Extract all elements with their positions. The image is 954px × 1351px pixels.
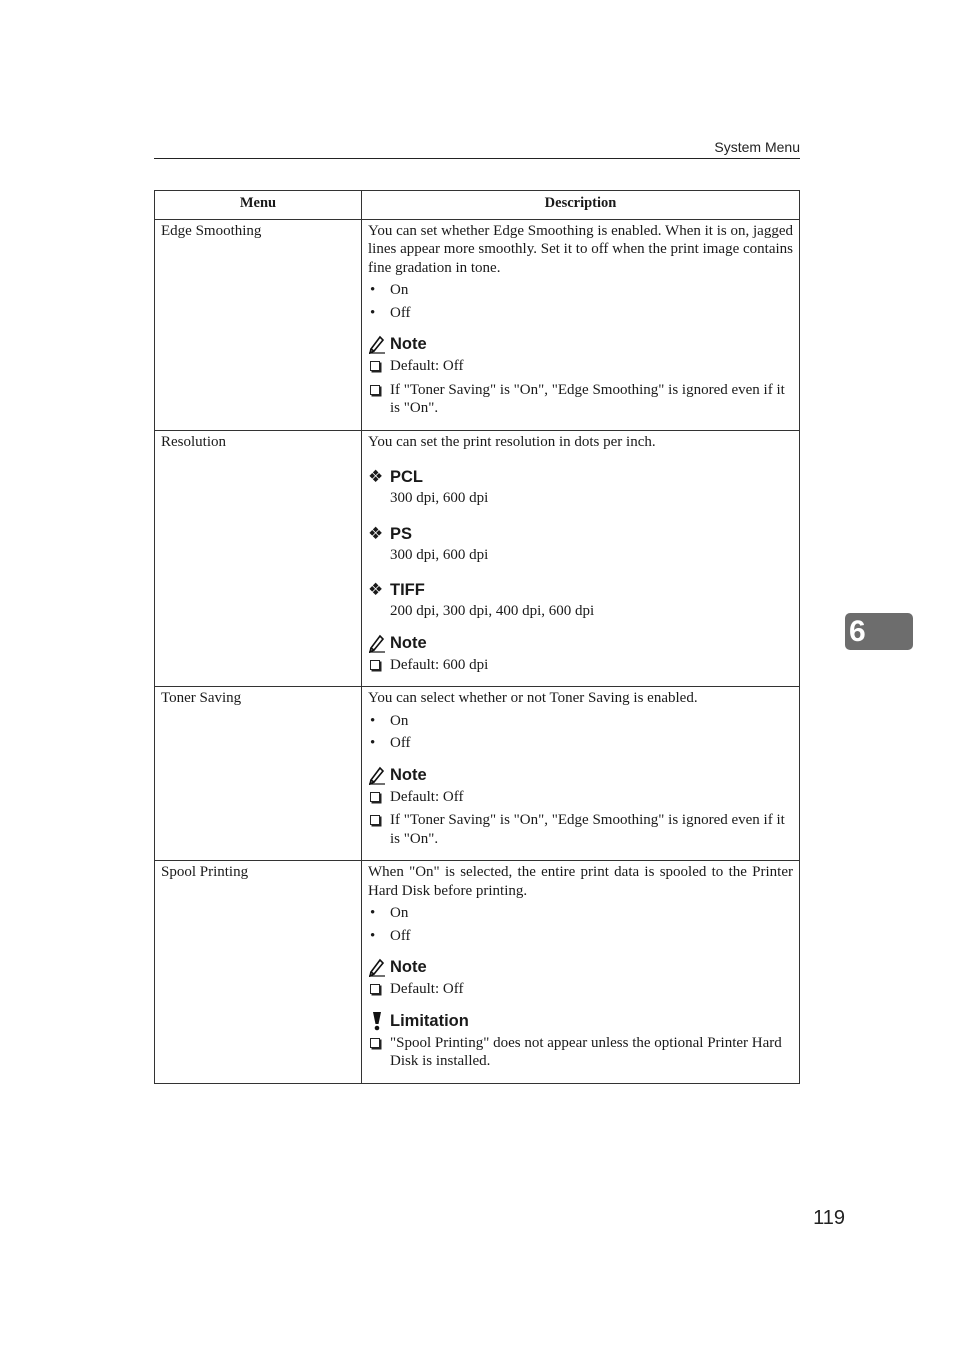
option-list bbox=[368, 712, 793, 753]
limitation-list bbox=[368, 1034, 793, 1071]
option-item: • Off bbox=[368, 304, 793, 323]
checkbox-icon bbox=[370, 1038, 380, 1048]
note-list bbox=[368, 980, 793, 999]
table-row bbox=[155, 687, 800, 861]
checkbox-icon bbox=[370, 385, 380, 395]
table-row bbox=[155, 219, 800, 430]
column-header-menu: Menu bbox=[155, 191, 362, 220]
note-heading bbox=[368, 334, 793, 354]
table-row bbox=[155, 861, 800, 1084]
note-text: If "Toner Saving" is "On", "Edge Smoothing" is ignored even if it is "On". bbox=[390, 381, 785, 416]
note-item bbox=[368, 811, 793, 848]
note-item bbox=[368, 381, 793, 418]
section-text: 300 dpi, 600 dpi bbox=[390, 546, 489, 563]
header-rule bbox=[154, 158, 800, 159]
checkbox-icon bbox=[370, 984, 380, 994]
exclamation-icon bbox=[368, 1011, 386, 1031]
section-title: PS bbox=[390, 524, 413, 543]
limitation-label: Limitation bbox=[390, 1011, 469, 1030]
section-text: 300 dpi, 600 dpi bbox=[390, 490, 489, 506]
note-text: Default: 600 dpi bbox=[390, 656, 489, 673]
section-heading-ps bbox=[368, 524, 793, 544]
checkbox-icon bbox=[370, 361, 380, 371]
note-text: If "Toner Saving" is "On", "Edge Smoothing" is ignored even if it is "On". bbox=[390, 812, 785, 847]
note-heading bbox=[368, 765, 793, 785]
description-text: You can set the print resolution in dots per inch. bbox=[368, 433, 656, 450]
description-text: When "On" is selected, the entire print data is spooled to the Printer Hard Disk before printing. bbox=[368, 864, 793, 899]
description-text: You can set whether Edge Smoothing is enabled. When it is on, jagged lines appear more smoothly. Set it to off when the print image contains fine gradation in tone. bbox=[368, 222, 793, 276]
limitation-heading bbox=[368, 1011, 793, 1031]
pencil-icon bbox=[368, 765, 386, 785]
note-label: Note bbox=[390, 765, 427, 784]
note-text: Default: Off bbox=[390, 981, 464, 997]
section-title: TIFF bbox=[390, 581, 425, 599]
checkbox-icon bbox=[370, 792, 380, 802]
column-header-description: Description bbox=[362, 191, 800, 220]
option-list bbox=[368, 281, 793, 322]
section-text: 200 dpi, 300 dpi, 400 dpi, 600 dpi bbox=[390, 603, 595, 619]
note-list bbox=[368, 788, 793, 849]
menu-cell: Edge Smoothing bbox=[155, 219, 362, 430]
note-label: Note bbox=[390, 335, 427, 353]
note-item bbox=[368, 980, 793, 999]
section-title: PCL bbox=[390, 468, 423, 486]
pencil-icon bbox=[368, 334, 386, 354]
diamond-icon: ❖ bbox=[368, 580, 384, 599]
option-list bbox=[368, 904, 793, 945]
note-item bbox=[368, 357, 793, 376]
note-heading bbox=[368, 957, 793, 977]
section-heading-tiff bbox=[368, 580, 793, 600]
table-header-row bbox=[155, 191, 800, 220]
menu-cell: Toner Saving bbox=[155, 687, 362, 861]
chapter-number: 6 bbox=[849, 615, 866, 648]
page-number: 119 bbox=[813, 1207, 845, 1229]
note-label: Note bbox=[390, 633, 427, 652]
description-cell bbox=[362, 430, 800, 687]
menu-cell: Resolution bbox=[155, 430, 362, 687]
option-item: • Off bbox=[368, 927, 793, 946]
description-cell bbox=[362, 861, 800, 1084]
note-list bbox=[368, 357, 793, 418]
table-row bbox=[155, 430, 800, 687]
description-text: You can select whether or not Toner Saving is enabled. bbox=[368, 690, 698, 706]
description-cell bbox=[362, 687, 800, 861]
diamond-icon: ❖ bbox=[368, 523, 384, 543]
diamond-icon: ❖ bbox=[368, 467, 384, 486]
note-text: Default: Off bbox=[390, 788, 464, 805]
menu-cell: Spool Printing bbox=[155, 861, 362, 1084]
note-item bbox=[368, 656, 793, 675]
chapter-tab bbox=[845, 613, 913, 650]
description-cell bbox=[362, 219, 800, 430]
note-label: Note bbox=[390, 958, 427, 976]
option-item: • On bbox=[368, 281, 793, 300]
checkbox-icon bbox=[370, 660, 380, 670]
limitation-text: "Spool Printing" does not appear unless the optional Printer Hard Disk is installed. bbox=[390, 1034, 782, 1069]
system-menu-table bbox=[154, 190, 800, 1084]
section-heading-pcl bbox=[368, 467, 793, 487]
checkbox-icon bbox=[370, 815, 380, 825]
option-item: • Off bbox=[368, 734, 793, 753]
pencil-icon bbox=[368, 633, 386, 653]
running-header: System Menu bbox=[714, 139, 800, 155]
note-text: Default: Off bbox=[390, 358, 464, 374]
note-heading bbox=[368, 633, 793, 653]
note-item bbox=[368, 788, 793, 807]
option-item: • On bbox=[368, 904, 793, 923]
option-item: • On bbox=[368, 712, 793, 731]
note-list bbox=[368, 656, 793, 675]
limitation-item bbox=[368, 1034, 793, 1071]
pencil-icon bbox=[368, 957, 386, 977]
